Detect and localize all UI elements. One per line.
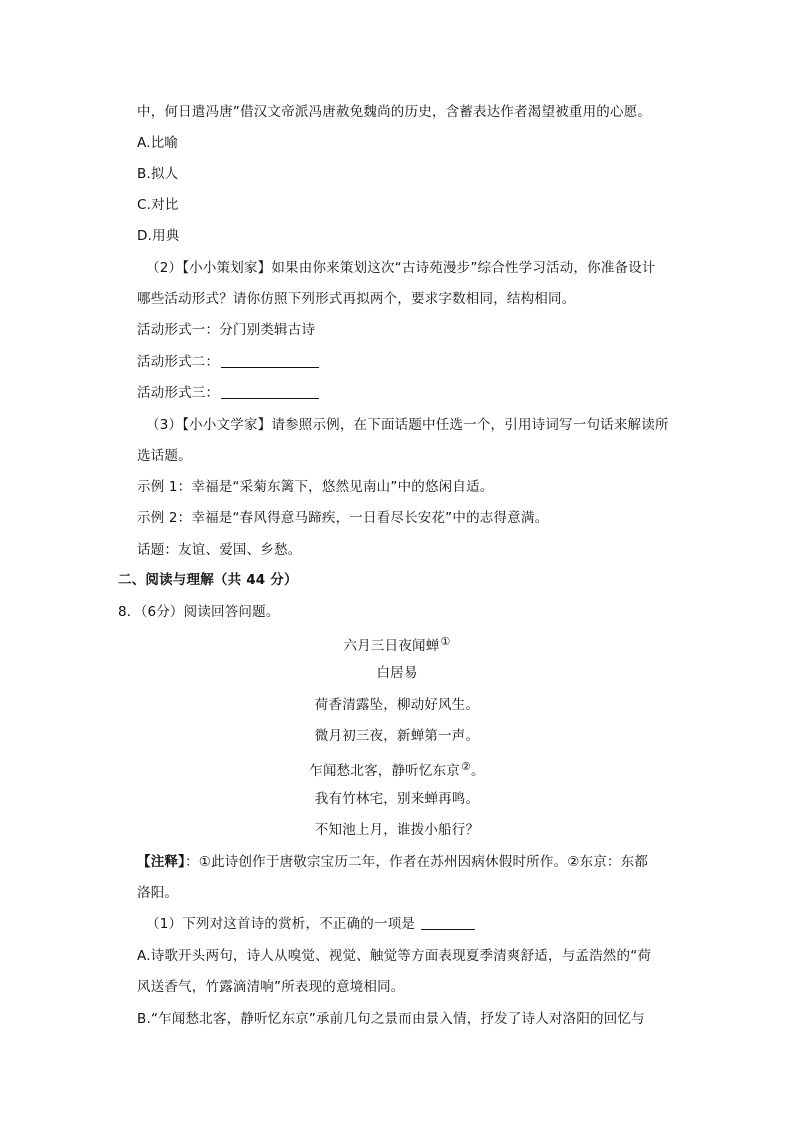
footnote-marker: ① bbox=[440, 635, 451, 648]
answer-blank[interactable] bbox=[221, 384, 319, 399]
answer-b-line-1: B.“乍闻愁北客，静听忆东京”承前几句之景而由景入情，抒发了诗人对洛阳的回忆与 bbox=[137, 1011, 645, 1027]
answer-a-line-2: 风送香气，竹露滴清响”所表现的意境相同。 bbox=[137, 979, 405, 995]
question-8: 8．（6分）阅读回答问题。 bbox=[118, 604, 280, 620]
question-8-1 bbox=[146, 914, 475, 934]
poem-line: 我有竹林宅，别来蝉再鸣。 bbox=[314, 791, 480, 807]
option-a: A.比喻 bbox=[137, 135, 179, 151]
poem-line bbox=[0, 757, 794, 781]
question-2-line-2: 哪些活动形式？请你仿照下列形式再拟两个，要求字数相同，结构相同。 bbox=[137, 291, 576, 307]
poem-title bbox=[0, 632, 794, 656]
answer-blank[interactable] bbox=[421, 915, 475, 930]
topics: 话题：友谊、爱国、乡愁。 bbox=[137, 542, 302, 558]
activity-form-3 bbox=[137, 383, 319, 403]
notes bbox=[137, 852, 648, 872]
activity-form-3-label: 活动形式三： bbox=[137, 385, 220, 401]
question-3-line-2: 选话题。 bbox=[137, 448, 192, 464]
activity-form-1: 活动形式一：分门别类辑古诗 bbox=[137, 322, 316, 338]
question-8-1-text: （1）下列对这首诗的赏析，不正确的一项是 bbox=[146, 916, 416, 932]
activity-form-2 bbox=[137, 352, 319, 372]
option-d: D.用典 bbox=[137, 228, 180, 244]
option-b: B.拟人 bbox=[137, 166, 179, 182]
answer-a-line-1: A.诗歌开头两句，诗人从嗅觉、视觉、触觉等方面表现夏季清爽舒适，与孟浩然的“荷 bbox=[137, 948, 652, 964]
text-line: 中，何日遣冯唐”借汉文帝派冯唐赦免魏尚的历史，含蓄表达作者渴望被重用的心愿。 bbox=[137, 104, 652, 120]
example-1: 示例 1：幸福是“采菊东篱下，悠然见南山”中的悠闲自适。 bbox=[137, 479, 494, 495]
poem-line-text: 乍闻愁北客，静听忆东京 bbox=[309, 763, 460, 779]
notes-line-2: 洛阳。 bbox=[137, 885, 179, 901]
question-3-line-1: （3）【小小文学家】请参照示例，在下面话题中任选一个，引用诗词写一句话来解读所 bbox=[146, 417, 669, 433]
footnote-marker: ② bbox=[460, 760, 472, 773]
notes-label: 【注释】 bbox=[137, 854, 186, 870]
question-2-line-1: （2）【小小策划家】如果由你来策划这次“古诗苑漫步”综合性学习活动，你准备设计 bbox=[146, 260, 656, 276]
poem-line-end: 。 bbox=[471, 763, 485, 779]
answer-blank[interactable] bbox=[221, 353, 319, 368]
option-c: C.对比 bbox=[137, 197, 179, 213]
section-heading: 二、阅读与理解（共 44 分） bbox=[118, 572, 298, 588]
poem-line: 不知池上月，谁拨小船行？ bbox=[314, 822, 480, 838]
poem-title-text: 六月三日夜闻蝉 bbox=[343, 638, 440, 654]
poem-line: 荷香清露坠，柳动好风生。 bbox=[314, 697, 480, 713]
notes-text: ：①此诗创作于唐敬宗宝历二年，作者在苏州因病休假时所作。②东京：东都 bbox=[185, 854, 649, 870]
poem-line: 微月初三夜，新蝉第一声。 bbox=[314, 728, 480, 744]
poem-author: 白居易 bbox=[376, 665, 418, 681]
activity-form-2-label: 活动形式二： bbox=[137, 354, 220, 370]
example-2: 示例 2：幸福是“春风得意马蹄疾，一日看尽长安花”中的志得意满。 bbox=[137, 510, 549, 526]
